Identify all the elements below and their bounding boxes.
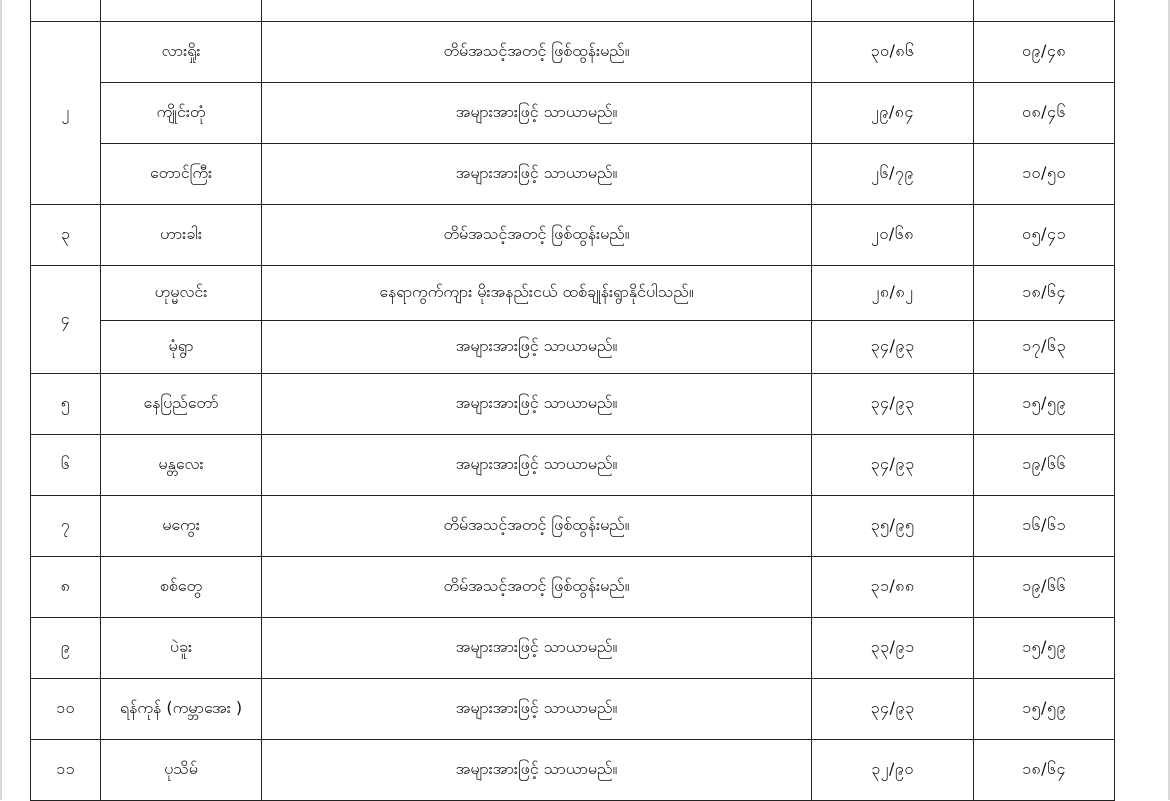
humidity-value: ၁၅/၅၉ [974,374,1115,435]
row-number: ၈ [31,557,101,618]
humidity-value: ၁၆/၆၁ [974,496,1115,557]
table-row-cut [31,0,1115,22]
forecast-text: နေရာကွက်ကျား မိုးအနည်းငယ် ထစ်ချုန်းရွာနိုင်ပါသည်။ [262,266,812,321]
row-number: ၃ [31,205,101,266]
temperature-value: ၃၃/၉၁ [812,618,974,679]
city-name: မန္တလေး [101,435,262,496]
row-number: ၇ [31,496,101,557]
forecast-text: တိမ်အသင့်အတင့် ဖြစ်ထွန်းမည်။ [262,205,812,266]
temperature-value: ၃၄/၉၃ [812,679,974,740]
row-number: ၂ [31,22,101,205]
table-row [31,496,1115,557]
temperature-value: ၃၁/၈၈ [812,557,974,618]
table-row [31,557,1115,618]
table-row [31,435,1115,496]
table-row [31,374,1115,435]
table-row [31,321,1115,374]
temperature-value: ၃၀/၈၆ [812,22,974,83]
city-name: ပုသိမ် [101,740,262,801]
city-name: ဟားခါး [101,205,262,266]
forecast-table [30,0,1115,801]
humidity-value: ၁၈/၆၄ [974,266,1115,321]
forecast-text: အများအားဖြင့် သာယာမည်။ [262,321,812,374]
humidity-value [974,0,1115,22]
humidity-value: ၁၉/၆၆ [974,435,1115,496]
row-number [31,0,101,22]
row-number: ၉ [31,618,101,679]
page-edge-left [0,0,2,800]
temperature-value: ၂၆/၇၉ [812,144,974,205]
temperature-value: ၃၂/၉၀ [812,740,974,801]
humidity-value: ၁၅/၅၉ [974,618,1115,679]
city-name: နေပြည်တော် [101,374,262,435]
forecast-text: အများအားဖြင့် သာယာမည်။ [262,435,812,496]
city-name: စစ်တွေ [101,557,262,618]
table-row [31,205,1115,266]
temperature-value: ၃၅/၉၅ [812,496,974,557]
city-name: ရန်ကုန် (ကမ္ဘာအေး ) [101,679,262,740]
humidity-value: ၀၈/၄၆ [974,83,1115,144]
humidity-value: ၀၅/၄၁ [974,205,1115,266]
humidity-value: ၁၅/၅၉ [974,679,1115,740]
humidity-value: ၀၉/၄၈ [974,22,1115,83]
table-row [31,618,1115,679]
temperature-value: ၂၀/၆၈ [812,205,974,266]
city-name [101,0,262,22]
city-name: တောင်ကြီး [101,144,262,205]
row-number: ၁၁ [31,740,101,801]
humidity-value: ၁၉/၆၆ [974,557,1115,618]
forecast-text: တိမ်အသင့်အတင့် ဖြစ်ထွန်းမည်။ [262,557,812,618]
forecast-text [262,0,812,22]
city-name: ပဲခူး [101,618,262,679]
city-name: ကျိုင်းတုံ [101,83,262,144]
temperature-value: ၃၄/၉၃ [812,321,974,374]
table-row [31,22,1115,83]
table-row [31,679,1115,740]
table-row [31,144,1115,205]
temperature-value: ၃၄/၉၃ [812,374,974,435]
humidity-value: ၁၇/၆၃ [974,321,1115,374]
temperature-value: ၂၈/၈၂ [812,266,974,321]
row-number: ၆ [31,435,101,496]
humidity-value: ၁၀/၅၀ [974,144,1115,205]
forecast-text: တိမ်အသင့်အတင့် ဖြစ်ထွန်းမည်။ [262,22,812,83]
city-name: မကွေး [101,496,262,557]
temperature-value: ၂၉/၈၄ [812,83,974,144]
city-name: မုံရွာ [101,321,262,374]
table-row [31,740,1115,801]
forecast-text: အများအားဖြင့် သာယာမည်။ [262,83,812,144]
forecast-text: အများအားဖြင့် သာယာမည်။ [262,679,812,740]
temperature-value: ၃၄/၉၃ [812,435,974,496]
forecast-text: အများအားဖြင့် သာယာမည်။ [262,374,812,435]
city-name: လားရှိုး [101,22,262,83]
forecast-text: အများအားဖြင့် သာယာမည်။ [262,740,812,801]
row-number: ၅ [31,374,101,435]
temperature-value [812,0,974,22]
row-number: ၁၀ [31,679,101,740]
forecast-text: တိမ်အသင့်အတင့် ဖြစ်ထွန်းမည်။ [262,496,812,557]
forecast-text: အများအားဖြင့် သာယာမည်။ [262,144,812,205]
table-row [31,266,1115,321]
forecast-text: အများအားဖြင့် သာယာမည်။ [262,618,812,679]
city-name: ဟုမ္မလင်း [101,266,262,321]
table-row [31,83,1115,144]
humidity-value: ၁၈/၆၄ [974,740,1115,801]
row-number: ၄ [31,266,101,374]
